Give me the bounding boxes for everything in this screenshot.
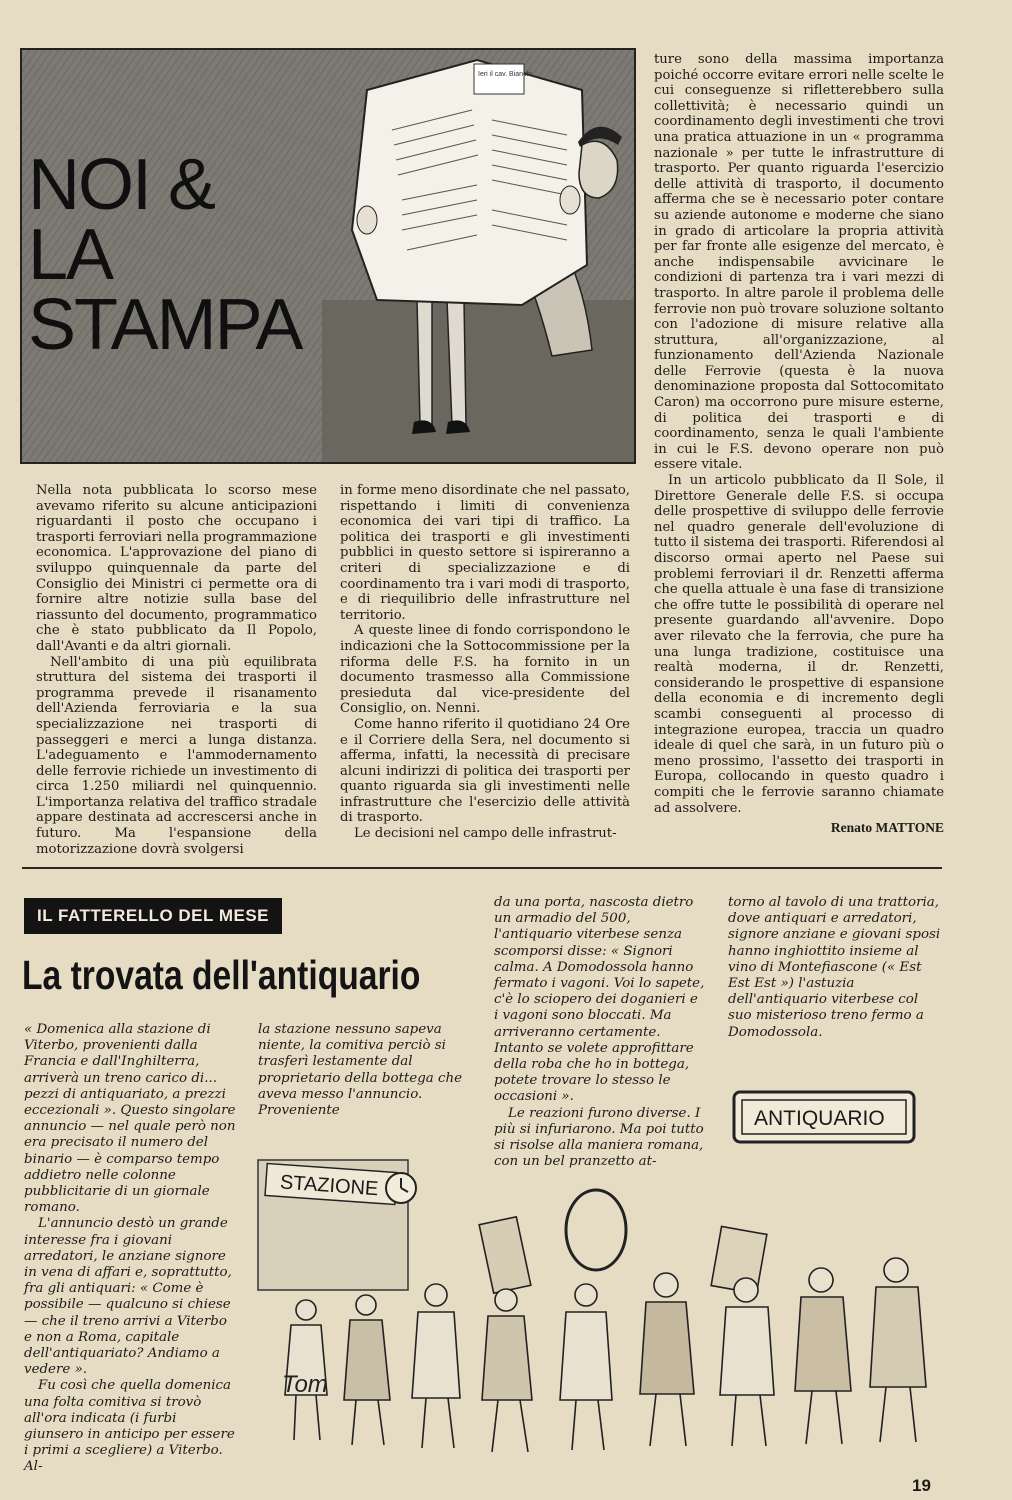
article-headline: La trovata dell'antiquario — [22, 952, 421, 998]
section-title — [28, 145, 388, 365]
paragraph: la stazione nessuno sapeva niente, la comitiva perciò si trasferì lestamente dal proprietario della bottega che aveva messo l'annuncio. Proveniente — [258, 1022, 463, 1119]
section-title-line2: LA STAMPA — [28, 215, 302, 365]
crowd-figure — [412, 1284, 460, 1448]
article-signature: Renato MATTONE — [830, 820, 944, 836]
article2-col1 — [24, 1022, 238, 1476]
newspaper-scribble: Ieri il cav. Bianchi — [478, 71, 532, 78]
paragraph: « Domenica alla stazione di Viterbo, provenienti dalla Francia e dall'Inghilterra, arriverà un treno carico di... pezzi di antiquariato, a prezzi eccezionali ». Questo singolare annuncio — nel quale però non era precisato il numero del binario — è comparso tempo addietro nelle colonne pubblicitarie di un giornale romano. — [24, 1022, 236, 1216]
crowd-figure — [560, 1284, 612, 1450]
crowd-figure — [795, 1268, 851, 1444]
article1-col1 — [36, 483, 317, 857]
paragraph: Le reazioni furono diverse. I più si infuriarono. Ma poi tutto si risolse alla maniera romana, con un bel pranzetto at- — [494, 1105, 704, 1170]
paragraph: Fu così che quella domenica una folta comitiva si trovò all'ora indicata (i furbi giunsero in anticipo per essere i primi a scegliere) a Viterbo. Al- — [24, 1378, 235, 1475]
paragraph: Come hanno riferito il quotidiano 24 Ore e il Corriere della Sera, nel documento si afferma, infatti, la necessità di precisare alcuni indirizzi di politica dei trasporti per quanto riguarda sia gli investimenti nelle infrastrutture che l'esercizio delle attività di trasporto. — [340, 716, 630, 826]
section-title-line1: NOI & — [28, 145, 215, 225]
crowd-figure — [344, 1295, 390, 1445]
antique-mirror — [566, 1190, 626, 1270]
rubric-label: IL FATTERELLO DEL MESE — [24, 898, 282, 934]
paragraph: torno al tavolo di una trattoria, dove antiquari e arredatori, signore anziane e giovani sposi hanno inghiottito insieme al vino di Montefiascone (« Est Est Est ») l'astuzia dell'antiquario viterbese col suo misterioso treno fermo a Domodossola. — [728, 895, 941, 1040]
paragraph: L'annuncio destò un grande interesse fra i giovani arredatori, le anziane signore in vena di affari e, soprattutto, fra gli antiquari: « Come è possibile — qualcuno si chiese — che il treno arrivi a Viterbo e non a Roma, capitale dell'antiquariato? Andiamo a vedere ». — [24, 1216, 232, 1378]
antique-furniture — [479, 1217, 531, 1293]
antiquario-sign: ANTIQUARIO — [754, 1107, 885, 1130]
paragraph: ture sono della massima importanza poiché occorre evitare errori nelle scelte le cui conseguenze si rifletterebbero sulla collettività; è necessario quindi un coordinamento degli investimenti che trovi una pratica attuazione in un « programma nazionale » per tutte le infrastrutture di trasporto. Per quanto riguarda l'esercizio delle attività di trasporto, il documento afferma che se è necessario poter contare su aziende autonome e moderne che siano in grado di articolare la propria attività per far fronte alle esigenze del mercato, è anche indispensabile avvicinare le condizioni di partenza tra i vari mezzi di trasporto. In altre parole il problema delle ferrovie non può trovare soluzione soltanto con l'adozione di misure relative alla struttura, all'organizzazione, al funzionamento dell'Azienda Nazionale delle Ferrovie (questa è la nuova denominazione proposta dal Sottocomitato Caron) ma occorrono pure misure esterne, di politica dei trasporti e di coordinamento, senza le quali l'ambiente in cui le F.S. devono operare non può essere vitale. — [654, 52, 944, 473]
crowd-figure — [870, 1258, 926, 1442]
paragraph: A queste linee di fondo corrispondono le indicazioni che la Sottocommissione per la riforma delle F.S. ha fornito in un documento trasmesso alla Commissione presieduta dal vice-presidente del Consiglio, on. Nenni. — [340, 623, 630, 717]
article1-col3 — [654, 52, 944, 836]
article2-col4 — [728, 895, 942, 1041]
artist-signature: Tom — [282, 1371, 328, 1398]
crowd-figure — [720, 1278, 774, 1446]
paragraph: in forme meno disordinate che nel passato, rispettando i limiti di convenienza economica dei vari tipi di traffico. La politica dei trasporti e gli investimenti pubblici in questo settore si ispireranno a criteri di specializzazione e di coordinamento tra i vari modi di trasporto, e di riequilibrio delle infrastrutture nel territorio. — [340, 483, 630, 623]
paragraph: In un articolo pubblicato da Il Sole, il Direttore Generale delle F.S. si occupa delle prospettive di sviluppo delle ferrovie nel quadro generale dell'evoluzione di tutto il sistema dei trasporti. Riferendosi al discorso ormai aperto nel Paese sui problemi ferroviari il dr. Renzetti afferma che quella attuale è una fase di transizione che offre tutte le possibilità di operare nel presente guardando all'avvenire. Dopo aver rilevato che la ferrovia, che pure ha una lunga tradizione, costituisce una realtà moderna, il dr. Renzetti, considerando le prospettive di espansione della economia e di incremento degli scambi conseguenti al processo di integrazione europea, traccia un quadro ideale di quel che sarà, in un futuro più o meno prossimo, l'assetto dei trasporti in Europa, collocando in questo quadro i compiti che le ferrovie saranno chiamate ad assolvere. — [654, 473, 944, 816]
crowd-figure — [640, 1273, 694, 1446]
cartoon-illustration — [246, 1080, 952, 1472]
section-divider — [22, 867, 942, 869]
article1-col2 — [340, 483, 630, 842]
crowd-figure — [482, 1289, 532, 1452]
page-number: 19 — [912, 1476, 931, 1495]
station-sign: STAZIONE — [279, 1171, 380, 1201]
crowd-figure — [285, 1300, 327, 1440]
paragraph: Nella nota pubblicata lo scorso mese avevamo riferito su alcune anticipazioni riguardanti il posto che occupano i trasporti ferroviari nella programmazione economica. L'approvazione del piano di sviluppo quinquennale da parte del Consiglio dei Ministri ci permette ora di fornire altre notizie sulla base del riassunto del documento, programmatico che è stato pubblicato da Il Popolo, dall'Avanti e da altri giornali. — [36, 483, 317, 654]
paragraph: Nell'ambito di una più equilibrata struttura del sistema dei trasporti il programma prevede il risanamento dell'Azienda ferroviaria e la sua specializzazione nei trasporti di passeggeri e merci a lunga distanza. L'adeguamento e l'ammodernamento delle ferrovie richiede un investimento di circa 1.250 miliardi nel quinquennio. L'importanza relativa del traffico stradale appare destinata ad accrescersi anche in futuro. Ma l'espansione della motorizzazione dovrà svolgersi — [36, 654, 317, 857]
paragraph: Le decisioni nel campo delle infrastrut- — [354, 826, 617, 842]
paragraph: da una porta, nascosta dietro un armadio del 500, l'antiquario viterbese senza scomporsi disse: « Signori calma. A Domodossola hanno fermato i vagoni. Voi lo sapete, c'è lo sciopero dei doganieri e i vagoni sono bloccati. Ma arriveranno certamente. Intanto se volete approfittare della roba che ho in bottega, potete trovare lo stesso le occasioni ». — [494, 895, 705, 1105]
